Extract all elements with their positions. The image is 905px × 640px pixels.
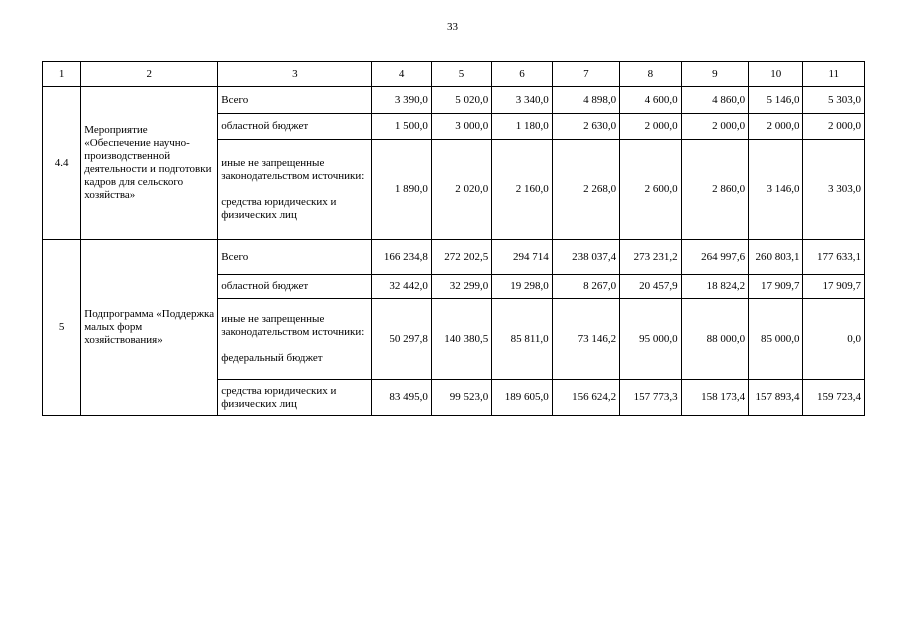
- value-cell: 5 020,0: [431, 87, 491, 114]
- header-cell: 2: [81, 62, 218, 87]
- header-cell: 1: [43, 62, 81, 87]
- value-cell: 1 890,0: [372, 140, 431, 240]
- value-cell: 73 146,2: [552, 299, 619, 380]
- value-cell: 3 390,0: [372, 87, 431, 114]
- value-cell: 2 268,0: [552, 140, 619, 240]
- value-cell: 1 500,0: [372, 114, 431, 140]
- value-cell: 20 457,9: [620, 275, 681, 299]
- row-label: средства юридических и физических лиц: [218, 380, 372, 416]
- value-cell: 264 997,6: [681, 240, 748, 275]
- value-cell: 85 811,0: [492, 299, 552, 380]
- value-cell: 3 000,0: [431, 114, 491, 140]
- value-cell: 18 824,2: [681, 275, 748, 299]
- value-cell: 157 893,4: [749, 380, 803, 416]
- row-label: [218, 140, 372, 240]
- header-cell: 8: [620, 62, 681, 87]
- value-cell: 88 000,0: [681, 299, 748, 380]
- value-cell: 4 600,0: [620, 87, 681, 114]
- table-header-row: [43, 62, 865, 87]
- value-cell: 3 303,0: [803, 140, 865, 240]
- row-label: Всего: [218, 240, 372, 275]
- value-cell: 99 523,0: [431, 380, 491, 416]
- value-cell: 294 714: [492, 240, 552, 275]
- value-cell: 140 380,5: [431, 299, 491, 380]
- value-cell: 157 773,3: [620, 380, 681, 416]
- table-row: [43, 240, 865, 275]
- value-cell: 85 000,0: [749, 299, 803, 380]
- value-cell: 50 297,8: [372, 299, 431, 380]
- row-label: Всего: [218, 87, 372, 114]
- value-cell: 2 160,0: [492, 140, 552, 240]
- value-cell: 4 898,0: [552, 87, 619, 114]
- row-code: 4.4: [43, 87, 81, 240]
- value-cell: 238 037,4: [552, 240, 619, 275]
- row-name: Подпрограмма «Поддержка малых форм хозяйствования»: [81, 240, 218, 416]
- source-note: иные не запрещенные законодательством источники:: [221, 157, 365, 182]
- value-cell: 273 231,2: [620, 240, 681, 275]
- value-cell: 5 303,0: [803, 87, 865, 114]
- value-cell: 17 909,7: [749, 275, 803, 299]
- value-cell: 260 803,1: [749, 240, 803, 275]
- value-cell: 2 600,0: [620, 140, 681, 240]
- value-cell: 4 860,0: [681, 87, 748, 114]
- source-label: федеральный бюджет: [221, 352, 323, 364]
- value-cell: 3 146,0: [749, 140, 803, 240]
- value-cell: 2 630,0: [552, 114, 619, 140]
- header-cell: 10: [749, 62, 803, 87]
- value-cell: 159 723,4: [803, 380, 865, 416]
- value-cell: 0,0: [803, 299, 865, 380]
- value-cell: 95 000,0: [620, 299, 681, 380]
- value-cell: 158 173,4: [681, 380, 748, 416]
- value-cell: 1 180,0: [492, 114, 552, 140]
- value-cell: 32 442,0: [372, 275, 431, 299]
- value-cell: 2 000,0: [803, 114, 865, 140]
- value-cell: 2 000,0: [681, 114, 748, 140]
- value-cell: 3 340,0: [492, 87, 552, 114]
- header-cell: 9: [681, 62, 748, 87]
- table-row: [43, 87, 865, 114]
- row-label: [218, 299, 372, 380]
- value-cell: 189 605,0: [492, 380, 552, 416]
- source-note: иные не запрещенные законодательством источники:: [221, 313, 365, 338]
- value-cell: 177 633,1: [803, 240, 865, 275]
- row-label: областной бюджет: [218, 275, 372, 299]
- value-cell: 83 495,0: [372, 380, 431, 416]
- value-cell: 19 298,0: [492, 275, 552, 299]
- value-cell: 5 146,0: [749, 87, 803, 114]
- row-code: 5: [43, 240, 81, 416]
- header-cell: 4: [372, 62, 431, 87]
- header-cell: 6: [492, 62, 552, 87]
- header-cell: 11: [803, 62, 865, 87]
- value-cell: 166 234,8: [372, 240, 431, 275]
- value-cell: 272 202,5: [431, 240, 491, 275]
- row-name: Мероприятие «Обеспечение научно-производственной деятельности и подготовки кадров для сельского хозяйства»: [81, 87, 218, 240]
- value-cell: 2 020,0: [431, 140, 491, 240]
- value-cell: 32 299,0: [431, 275, 491, 299]
- budget-table: [42, 61, 865, 416]
- value-cell: 156 624,2: [552, 380, 619, 416]
- header-cell: 3: [218, 62, 372, 87]
- value-cell: 17 909,7: [803, 275, 865, 299]
- source-label: средства юридических и физических лиц: [221, 196, 337, 221]
- header-cell: 5: [431, 62, 491, 87]
- row-label: областной бюджет: [218, 114, 372, 140]
- value-cell: 2 000,0: [749, 114, 803, 140]
- value-cell: 2 860,0: [681, 140, 748, 240]
- page-number: 33: [447, 21, 458, 33]
- value-cell: 2 000,0: [620, 114, 681, 140]
- value-cell: 8 267,0: [552, 275, 619, 299]
- header-cell: 7: [552, 62, 619, 87]
